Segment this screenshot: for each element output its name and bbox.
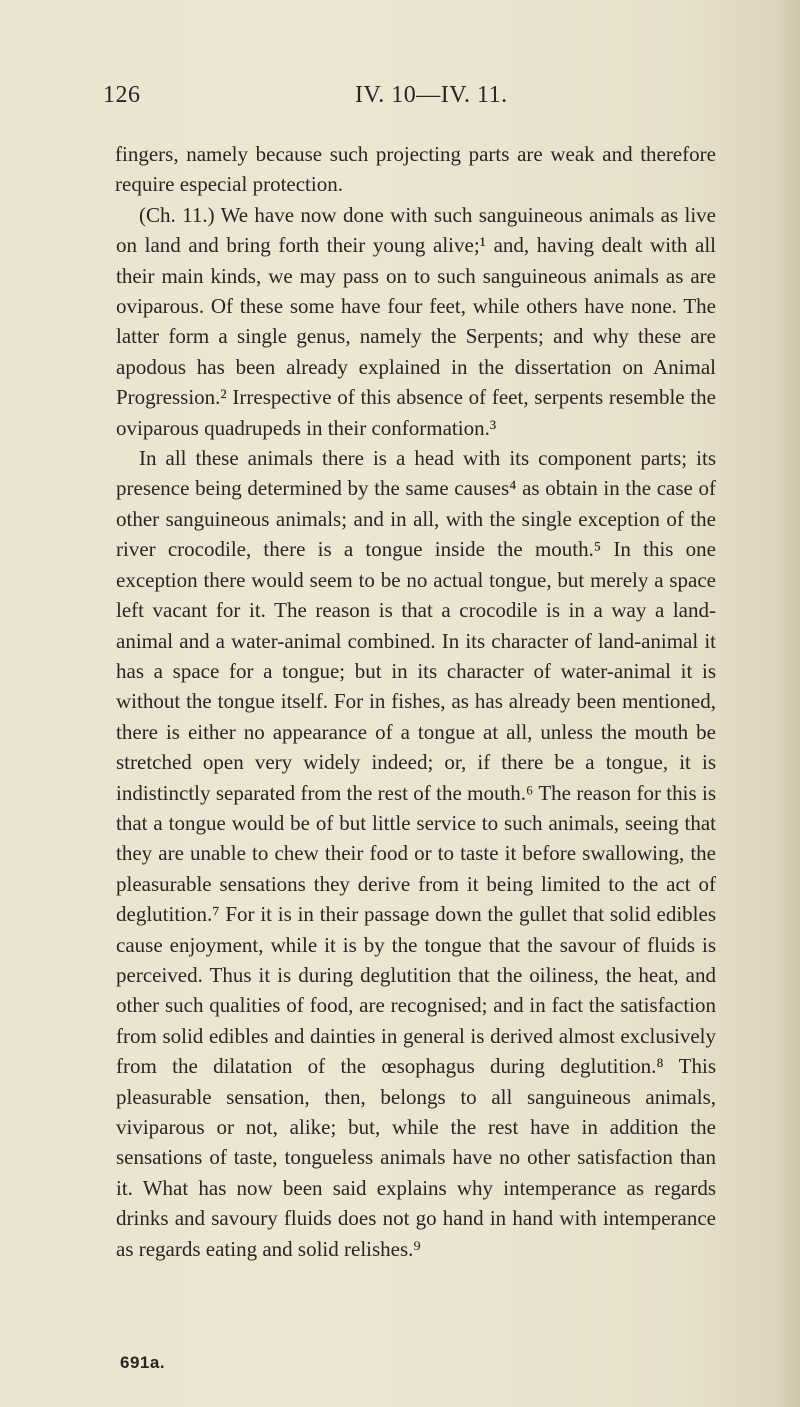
paragraph-chapter-11: (Ch. 11.) We have now done with such sanguineous animals as live on land and bring forth their young alive;¹ and, having dealt with all their main kinds, we may pass on to such sanguineous animals as are oviparous. Of these some have four feet, while others have none. The latter form a single genus, namely the Serpents; and why these are apodous has been already explained in the dissertation on Animal Progression.² Irrespective of this absence of feet, serpents resemble the oviparous quadrupeds in their conformation.³ <box>116 202 716 440</box>
signature-mark: 691a. <box>120 1353 166 1372</box>
page-header <box>103 82 800 116</box>
paragraph-head-and-tongue: In all these animals there is a head with its component parts; its presence being determined by the same causes⁴ as obtain in the case of other sanguineous animals; and in all, with the single exception of the river crocodile, there is a tongue inside the mouth.⁵ In this one exception there would seem to be no actual tongue, but merely a space left vacant for it. The reason is that a crocodile is in a way a land-animal and a water-animal combined. In its character of land-animal it has a space for a tongue; but in its character of water-animal it is without the tongue itself. For in fishes, as has already been mentioned, there is either no appearance of a tongue at all, unless the mouth be stretched open very widely indeed; or, if there be a tongue, it is indistinctly separated from the rest of the mouth.⁶ The reason for this is that a tongue would be of but little service to such animals, seeing that they are unable to chew their food or to taste it before swallowing, the pleasurable sensations they derive from it being limited to the act of deglutition.⁷ For it is in their passage down the gullet that solid edibles cause enjoyment, while it is by the tongue that the savour of fluids is perceived. Thus it is during deglutition that the oiliness, the heat, and other such qualities of food, are recognised; and in fact the satisfaction from solid edibles and dainties in general is derived almost exclusively from the dilatation of the œsophagus during deglutition.⁸ This pleasurable sensation, then, belongs to all sanguineous animals, viviparous or not, alike; but, while the rest have in addition the sensations of taste, tongueless animals have no other satisfaction than it. What has now been said explains why intemperance as regards drinks and savoury fluids does not go hand in hand with intemperance as regards eating and solid relishes.⁹ <box>116 446 716 1261</box>
page-number: 126 <box>103 82 141 108</box>
body-text <box>116 139 716 1264</box>
running-head: IV. 10—IV. 11. <box>355 82 508 108</box>
paragraph-continuation: fingers, namely because such projecting parts are weak and therefore require especial protection. <box>115 142 716 197</box>
